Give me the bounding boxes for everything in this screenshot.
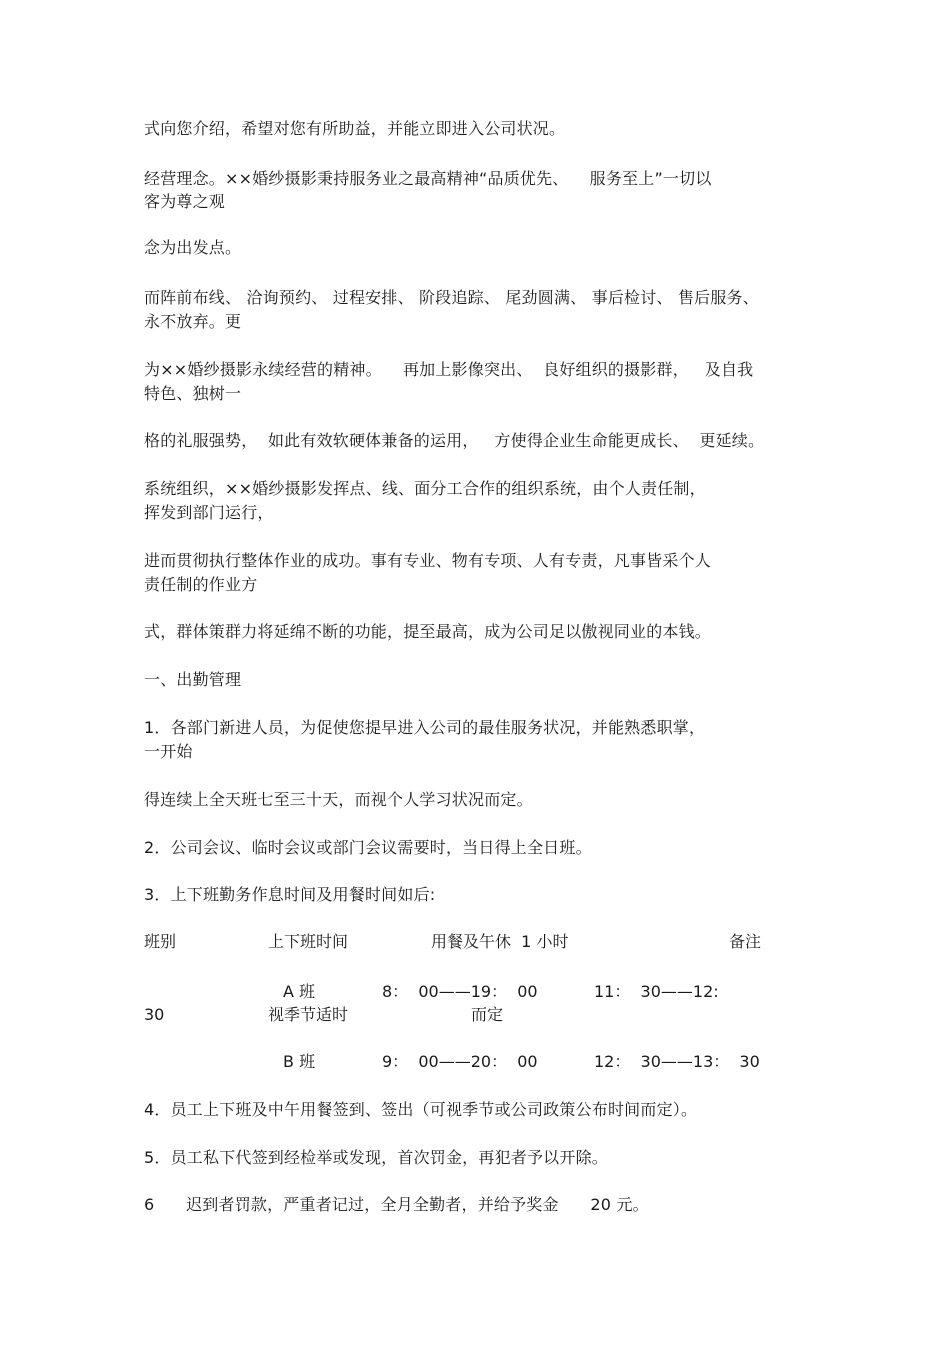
row-a-meal-end: 30 — [144, 1005, 165, 1024]
row-a-note-end: 而定 — [471, 1005, 504, 1024]
header-shift: 班别 — [144, 932, 177, 951]
header-remarks: 备注 — [729, 932, 762, 951]
row-b-meal: 12： 30——13： 30 — [594, 1052, 760, 1071]
row-b-shift: B 班 — [283, 1052, 316, 1071]
paragraph-line: 特色、独树一 — [144, 384, 242, 403]
list-item: 2．公司会议、临时会议或部门会议需要时，当日得上全日班。 — [144, 838, 592, 857]
list-item: 5．员工私下代签到经检举或发现，首次罚金，再犯者予以开除。 — [144, 1148, 608, 1167]
list-item: 6 迟到者罚款，严重者记过，全月全勤者，并给予奖金 20 元。 — [144, 1195, 649, 1214]
paragraph-line: 念为出发点。 — [144, 238, 242, 257]
row-b-time: 9： 00——20： 00 — [382, 1052, 538, 1071]
paragraph-line: 得连续上全天班七至三十天，而视个人学习状况而定。 — [144, 790, 533, 809]
paragraph-line: 为××婚纱摄影永续经营的精神。 再加上影像突出、 良好组织的摄影群， 及自我 — [144, 360, 754, 379]
row-a-time: 8： 00——19： 00 — [382, 982, 538, 1001]
list-item: 3．上下班勤务作息时间及用餐时间如后: — [144, 885, 436, 904]
list-item-continuation: 一开始 — [144, 742, 193, 761]
paragraph-line: 责任制的作业方 — [144, 575, 258, 594]
paragraph-line: 而阵前布线、 洽询预约、 过程安排、 阶段追踪、 尾劲圆满、 事后检讨、 售后服务、 — [144, 288, 759, 307]
row-a-shift: A 班 — [283, 982, 316, 1001]
list-item: 1．各部门新进人员，为促使您提早进入公司的最佳服务状况，并能熟悉职掌， — [144, 718, 706, 737]
paragraph-line: 永不放弃。更 — [144, 312, 242, 331]
section-heading: 一、出勤管理 — [144, 670, 242, 689]
row-a-meal: 11： 30——12: — [594, 982, 719, 1001]
list-item: 4．员工上下班及中午用餐签到、签出（可视季节或公司政策公布时间而定）。 — [144, 1100, 698, 1119]
paragraph-line: 式向您介绍，希望对您有所助益，并能立即进入公司状况。 — [144, 119, 566, 138]
paragraph-line: 式，群体策群力将延绵不断的功能，提至最高，成为公司足以傲视同业的本钱。 — [144, 622, 712, 641]
paragraph-line: 系统组织，××婚纱摄影发挥点、线、面分工合作的组织系统，由个人责任制， — [144, 479, 706, 498]
paragraph-line: 挥发到部门运行， — [144, 503, 274, 522]
paragraph-line: 客为尊之观 — [144, 192, 226, 211]
header-meal-break: 用餐及午休 1 小时 — [431, 932, 569, 951]
paragraph-line: 进而贯彻执行整体作业的成功。事有专业、物有专项、人有专责，凡事皆采个人 — [144, 551, 712, 570]
header-work-time: 上下班时间 — [268, 932, 349, 951]
row-a-note: 视季节适时 — [268, 1005, 349, 1024]
paragraph-line: 经营理念。××婚纱摄影秉持服务业之最高精神“品质优先、 服务至上”一切以 — [144, 169, 712, 188]
paragraph-line: 格的礼服强势， 如此有效软硬体兼备的运用， 方使得企业生命能更成长、 更延续。 — [144, 431, 765, 450]
